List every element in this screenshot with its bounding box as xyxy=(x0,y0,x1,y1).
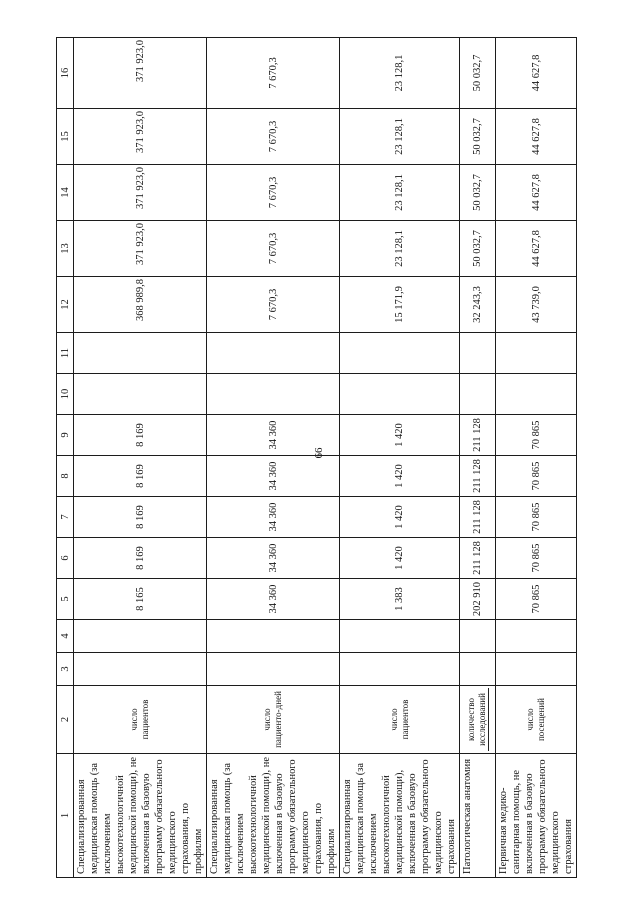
value-cell xyxy=(340,374,460,415)
value-cell: 70 865 xyxy=(496,456,577,497)
value-cell xyxy=(460,620,496,653)
value-cell: 23 128,1 xyxy=(340,109,460,165)
value-cell: 34 360 xyxy=(207,497,340,538)
value-cell xyxy=(74,333,207,374)
value-cell: 7 670,3 xyxy=(207,221,340,277)
value-cell: 50 032,7 xyxy=(460,221,496,277)
value-cell xyxy=(74,374,207,415)
unit-cell: число пациенто-дней xyxy=(207,686,340,754)
value-cell: 1 420 xyxy=(340,415,460,456)
table-row xyxy=(496,38,577,878)
value-cell xyxy=(460,653,496,686)
row-name-cell: Специализированная медицинская помощь (за исключением высокотехнологичной медицинской помощи), включенная в базовую программу обязательного медицинского страхования xyxy=(340,754,460,878)
unit-cell: число пациентов xyxy=(340,686,460,754)
value-cell: 202 910 xyxy=(460,579,496,620)
value-cell xyxy=(460,374,496,415)
value-cell: 44 627,8 xyxy=(496,221,577,277)
table-row xyxy=(340,38,460,878)
value-cell: 15 171,9 xyxy=(340,277,460,333)
value-cell xyxy=(340,620,460,653)
value-cell: 7 670,3 xyxy=(207,165,340,221)
row-name-cell: Первичная медико-санитарная помощь, не включенная в базовую программу обязательного медицинского страхования xyxy=(496,754,577,878)
value-cell xyxy=(207,653,340,686)
value-cell: 1 383 xyxy=(340,579,460,620)
value-cell: 70 865 xyxy=(496,538,577,579)
value-cell: 23 128,1 xyxy=(340,221,460,277)
value-cell: 23 128,1 xyxy=(340,38,460,109)
value-cell: 50 032,7 xyxy=(460,109,496,165)
value-cell: 1 420 xyxy=(340,456,460,497)
column-header: 13 xyxy=(57,221,74,277)
column-header: 9 xyxy=(57,415,74,456)
value-cell: 43 739,0 xyxy=(496,277,577,333)
column-header: 14 xyxy=(57,165,74,221)
value-cell xyxy=(74,620,207,653)
header-row xyxy=(57,38,74,878)
value-cell xyxy=(496,653,577,686)
data-table xyxy=(56,37,577,878)
value-cell: 23 128,1 xyxy=(340,165,460,221)
value-cell: 211 128 xyxy=(460,497,496,538)
unit-cell: число посещений xyxy=(496,686,577,754)
value-cell: 7 670,3 xyxy=(207,277,340,333)
value-cell: 211 128 xyxy=(460,538,496,579)
column-header: 1 xyxy=(57,754,74,878)
column-header: 4 xyxy=(57,620,74,653)
value-cell xyxy=(496,620,577,653)
value-cell xyxy=(496,374,577,415)
value-cell: 8 169 xyxy=(74,415,207,456)
column-header: 12 xyxy=(57,277,74,333)
table-row xyxy=(74,38,207,878)
column-header: 2 xyxy=(57,686,74,754)
value-cell xyxy=(340,653,460,686)
value-cell: 70 865 xyxy=(496,497,577,538)
unit-text: количество исследований xyxy=(466,688,489,751)
value-cell: 44 627,8 xyxy=(496,165,577,221)
value-cell: 50 032,7 xyxy=(460,38,496,109)
value-cell: 8 169 xyxy=(74,497,207,538)
column-header: 15 xyxy=(57,109,74,165)
row-name-cell: Специализированная медицинская помощь (за исключением высокотехнологичной медицинской помощи), не включенная в базовую программу обязательного медицинского страхования, по профилям xyxy=(207,754,340,878)
value-cell: 34 360 xyxy=(207,415,340,456)
value-cell: 211 128 xyxy=(460,456,496,497)
value-cell: 8 169 xyxy=(74,456,207,497)
value-cell: 32 243,3 xyxy=(460,277,496,333)
table-row xyxy=(460,38,496,878)
row-name-cell: Специализированная медицинская помощь (за исключением высокотехнологичной медицинской помощи), не включенная в базовую программу обязательного медицинского страхования, по профилям xyxy=(74,754,207,878)
column-header: 7 xyxy=(57,497,74,538)
column-header: 11 xyxy=(57,333,74,374)
value-cell: 44 627,8 xyxy=(496,38,577,109)
value-cell: 1 420 xyxy=(340,538,460,579)
table-row xyxy=(207,38,340,878)
column-header: 8 xyxy=(57,456,74,497)
row-name-cell: Патологическая анатомия xyxy=(460,754,496,878)
value-cell: 7 670,3 xyxy=(207,38,340,109)
column-header: 10 xyxy=(57,374,74,415)
value-cell: 34 360 xyxy=(207,579,340,620)
value-cell xyxy=(207,374,340,415)
value-cell xyxy=(74,653,207,686)
value-cell xyxy=(460,333,496,374)
value-cell: 8 169 xyxy=(74,538,207,579)
value-cell xyxy=(340,333,460,374)
value-cell xyxy=(207,620,340,653)
value-cell: 371 923,0 xyxy=(74,221,207,277)
value-cell: 211 128 xyxy=(460,415,496,456)
value-cell xyxy=(207,333,340,374)
unit-cell: число пациентов xyxy=(74,686,207,754)
value-cell: 371 923,0 xyxy=(74,165,207,221)
unit-cell xyxy=(460,686,496,754)
page-number: 66 xyxy=(313,447,325,459)
value-cell: 70 865 xyxy=(496,579,577,620)
column-header: 3 xyxy=(57,653,74,686)
value-cell: 1 420 xyxy=(340,497,460,538)
value-cell: 368 989,8 xyxy=(74,277,207,333)
value-cell: 70 865 xyxy=(496,415,577,456)
value-cell: 34 360 xyxy=(207,456,340,497)
value-cell: 371 923,0 xyxy=(74,109,207,165)
value-cell: 8 165 xyxy=(74,579,207,620)
column-header: 16 xyxy=(57,38,74,109)
rotated-table-wrapper xyxy=(56,38,574,878)
value-cell: 34 360 xyxy=(207,538,340,579)
column-header: 5 xyxy=(57,579,74,620)
column-header: 6 xyxy=(57,538,74,579)
value-cell xyxy=(496,333,577,374)
value-cell: 7 670,3 xyxy=(207,109,340,165)
value-cell: 371 923,0 xyxy=(74,38,207,109)
value-cell: 50 032,7 xyxy=(460,165,496,221)
value-cell: 44 627,8 xyxy=(496,109,577,165)
